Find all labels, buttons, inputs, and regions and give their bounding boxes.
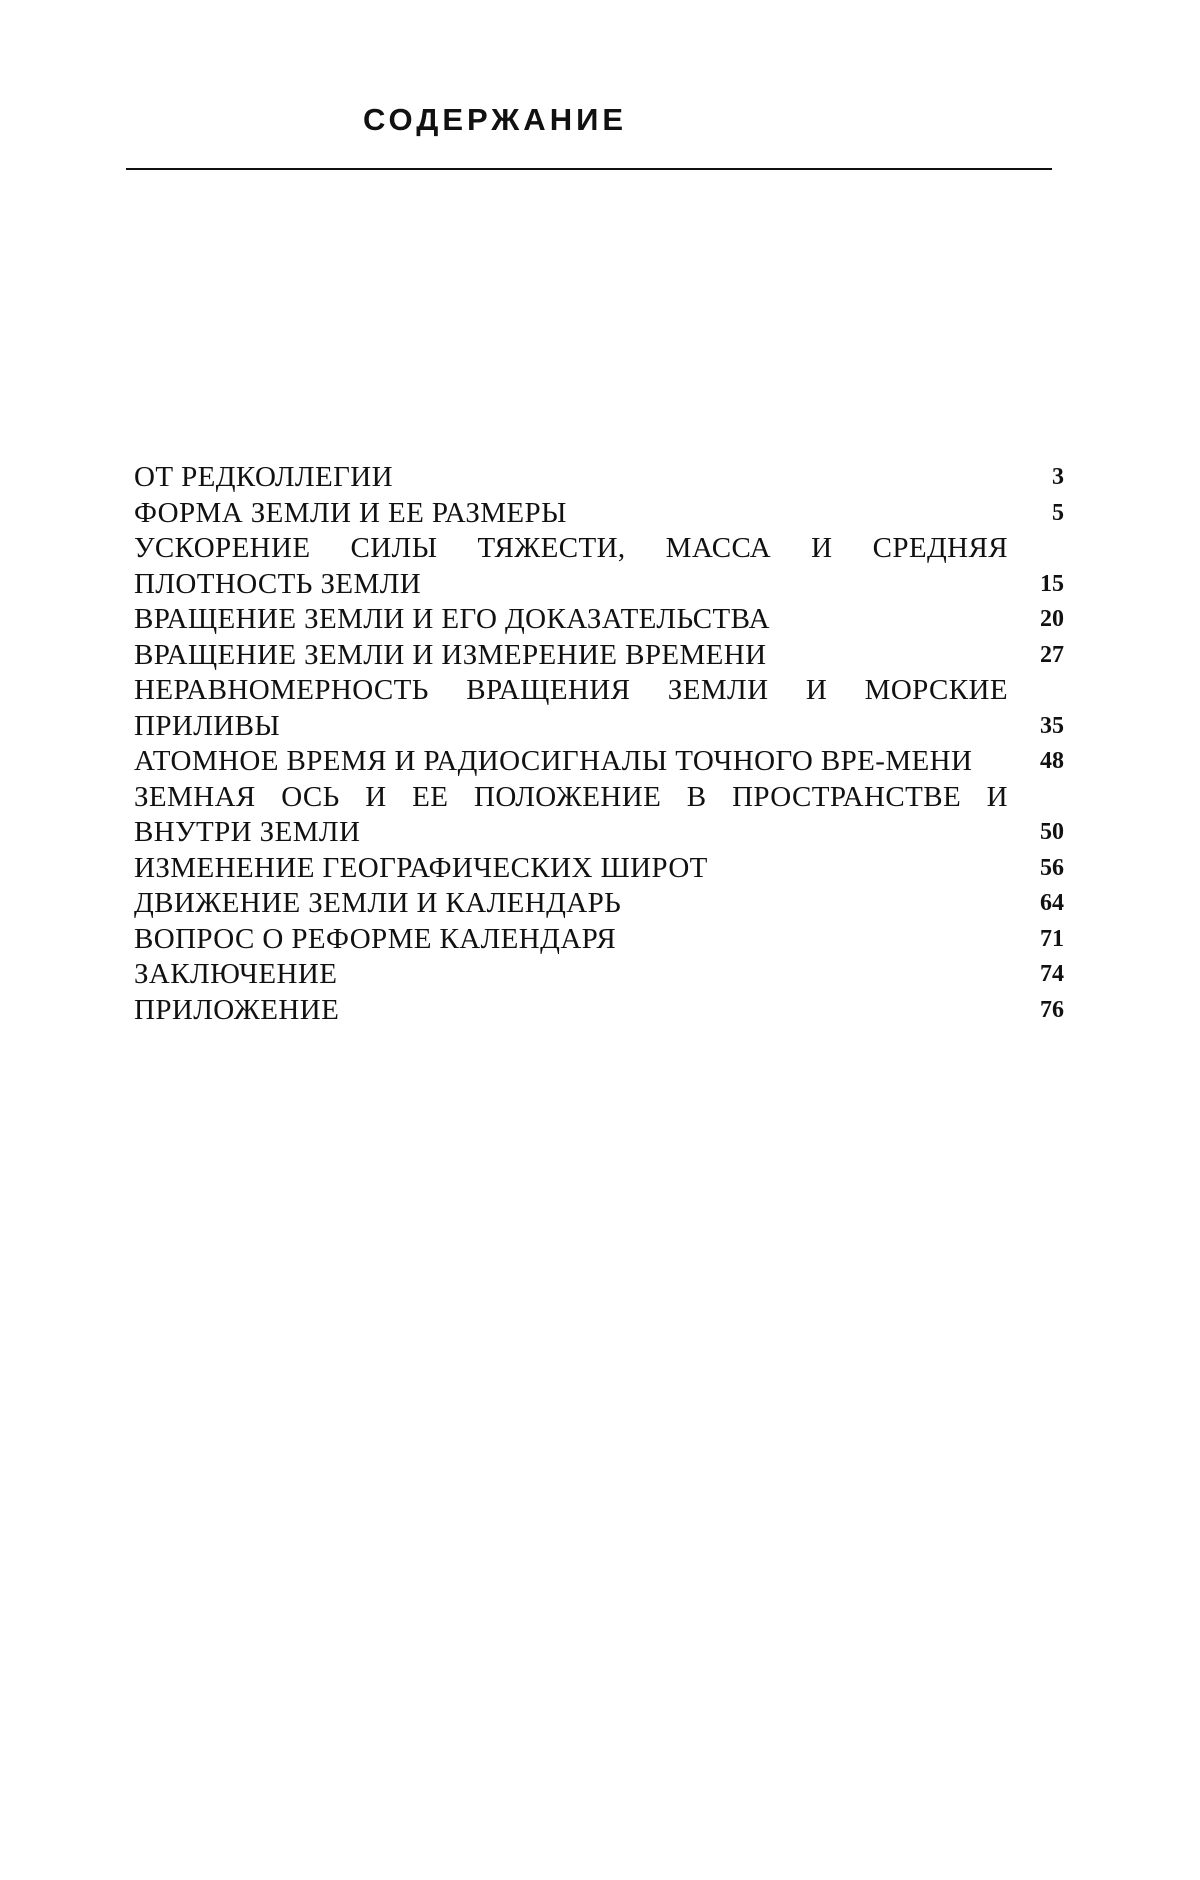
toc-entry-page: 20 [1040, 606, 1064, 632]
toc-entry-page: 5 [1052, 499, 1064, 526]
toc-entry-title: НЕРАВНОМЕРНОСТЬ ВРАЩЕНИЯ ЗЕМЛИ И МОРСКИЕ ПРИЛИВЫ [134, 674, 1008, 742]
toc-entry-page: 71 [1040, 925, 1064, 952]
toc-entry-title: ВРАЩЕНИЕ ЗЕМЛИ И ЕГО ДОКАЗАТЕЛЬСТВА [134, 603, 770, 635]
toc-entry-title: ЗАКЛЮЧЕНИЕ [134, 958, 338, 990]
toc-entry [134, 922, 1064, 958]
toc-entry-page: 3 [1052, 464, 1064, 490]
toc-entry [134, 744, 1064, 780]
toc-entry-page: 56 [1040, 854, 1064, 881]
toc-entry [134, 780, 1064, 851]
toc-entry-page: 15 [1040, 570, 1064, 597]
toc-entry-title: ФОРМА ЗЕМЛИ И ЕЕ РАЗМЕРЫ [134, 496, 567, 529]
page-title: СОДЕРЖАНИЕ [362, 102, 628, 137]
toc-entry-page: 74 [1040, 961, 1064, 987]
toc-entry-page: 35 [1040, 712, 1064, 739]
toc-entry [134, 673, 1064, 744]
toc-entry [134, 496, 1064, 532]
toc-entry-title: ПРИЛОЖЕНИЕ [134, 993, 340, 1026]
toc-entry-title: ИЗМЕНЕНИЕ ГЕОГРАФИЧЕСКИХ ШИРОТ [134, 851, 708, 884]
toc-entry-title: УСКОРЕНИЕ СИЛЫ ТЯЖЕСТИ, МАССА И СРЕДНЯЯ ПЛОТНОСТЬ ЗЕМЛИ [134, 532, 1008, 600]
toc-entry-page: 27 [1040, 641, 1064, 668]
toc-entry-title: ДВИЖЕНИЕ ЗЕМЛИ И КАЛЕНДАРЬ [134, 887, 622, 919]
toc-entry-title: ЗЕМНАЯ ОСЬ И ЕЕ ПОЛОЖЕНИЕ В ПРОСТРАНСТВЕ И ВНУТРИ ЗЕМЛИ [134, 780, 1008, 848]
toc-entry-title: ВОПРОС О РЕФОРМЕ КАЛЕНДАРЯ [134, 922, 617, 955]
toc-entry-page: 64 [1040, 890, 1064, 916]
title-rule [126, 168, 1052, 170]
toc-entry [134, 957, 1064, 993]
toc-entry-page: 48 [1040, 748, 1064, 774]
table-of-contents [134, 460, 1064, 1028]
toc-entry-page: 76 [1040, 996, 1064, 1023]
toc-entry-title: ОТ РЕДКОЛЛЕГИИ [134, 461, 393, 493]
toc-entry [134, 851, 1064, 887]
toc-entry [134, 993, 1064, 1029]
toc-entry [134, 460, 1064, 496]
toc-entry [134, 602, 1064, 638]
toc-entry-page: 50 [1040, 819, 1064, 845]
toc-entry-title: АТОМНОЕ ВРЕМЯ И РАДИОСИГНАЛЫ ТОЧНОГО ВРЕ-МЕНИ [134, 745, 973, 777]
toc-entry [134, 638, 1064, 674]
toc-entry-title: ВРАЩЕНИЕ ЗЕМЛИ И ИЗМЕРЕНИЕ ВРЕМЕНИ [134, 638, 767, 671]
toc-entry [134, 886, 1064, 922]
toc-entry [134, 531, 1064, 602]
